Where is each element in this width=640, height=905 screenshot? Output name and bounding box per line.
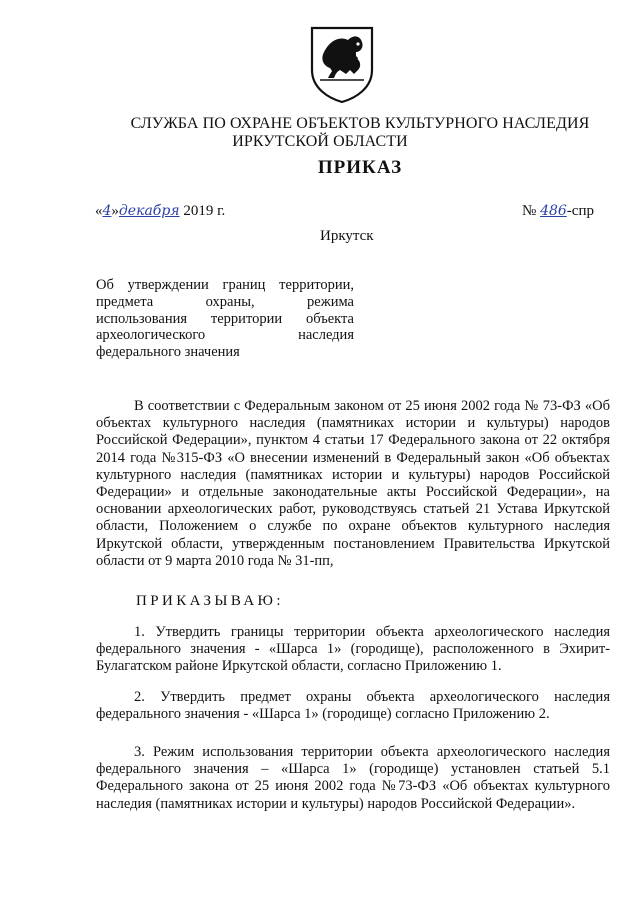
subject-line: Об утверждении границ территории, <box>96 277 354 293</box>
order-subject <box>96 277 354 361</box>
agency-name-line1: СЛУЖБА ПО ОХРАНЕ ОБЪЕКТОВ КУЛЬТУРНОГО НАСЛЕДИЯ <box>130 115 590 132</box>
city: Иркутск <box>320 228 374 244</box>
date-month: декабря <box>118 203 180 219</box>
number-prefix: № <box>522 203 537 219</box>
subject-line: предмета охраны, режима <box>96 293 354 310</box>
order-date <box>95 203 225 220</box>
coat-of-arms-icon <box>306 22 378 104</box>
order-item-2: 2. Утвердить предмет охраны объекта археологического наследия федерального значения - «Шарса 1» (городище) согласно Приложению 2. <box>96 689 610 723</box>
document-title: ПРИКАЗ <box>317 157 403 178</box>
preamble-paragraph: В соответствии с Федеральным законом от 25 июня 2002 года № 73-ФЗ «Об объектах культурного наследия (памятниках истории и культуры) народов Российской Федерации», пунктом 4 статьи 17 Федерального закона от 22 октября 2014 года №315-ФЗ «О внесении изменений в Федеральный закон «Об объектах культурного наследия (памятниках истории и культуры) народов Российской Федерации» и отдельные законодательные акты Российской Федерации», на основании археологических работ, руководствуясь статьей 21 Устава Иркутской области, Положением о службе по охране объектов культурного наследия Иркутской области, утвержденным постановлением Правительства Иркутской области от 9 марта 2010 года № 31-пп, <box>96 398 610 569</box>
subject-line: использования территории объекта <box>96 310 354 327</box>
number-value: 486 <box>540 203 567 219</box>
order-item-1: 1. Утвердить границы территории объекта археологического наследия федерального значения - «Шарса 1» (городище), расположенного в Эхирит-Булагатском районе Иркутской области, согласно Приложению 1. <box>96 624 610 675</box>
date-day: 4 <box>102 203 112 219</box>
date-close-quote: » <box>111 203 119 219</box>
order-number <box>522 203 594 220</box>
agency-name-line2: ИРКУТСКОЙ ОБЛАСТИ <box>232 133 408 150</box>
date-open-quote: « <box>95 203 103 219</box>
subject-line: федерального значения <box>96 344 240 361</box>
orders-heading: ПРИКАЗЫВАЮ: <box>136 593 284 609</box>
date-year: 2019 г. <box>183 203 226 219</box>
order-item-3: 3. Режим использования территории объекта археологического наследия федерального значения – «Шарса 1» (городище) установлен статьей 5.1 Федерального закона от 25 июня 2002 года №73-ФЗ «Об объектах культурного наследия (памятниках истории и культуры) народов Российской Федерации». <box>96 744 610 812</box>
subject-line: археологического наследия <box>96 327 354 344</box>
number-suffix: -спр <box>566 203 594 219</box>
